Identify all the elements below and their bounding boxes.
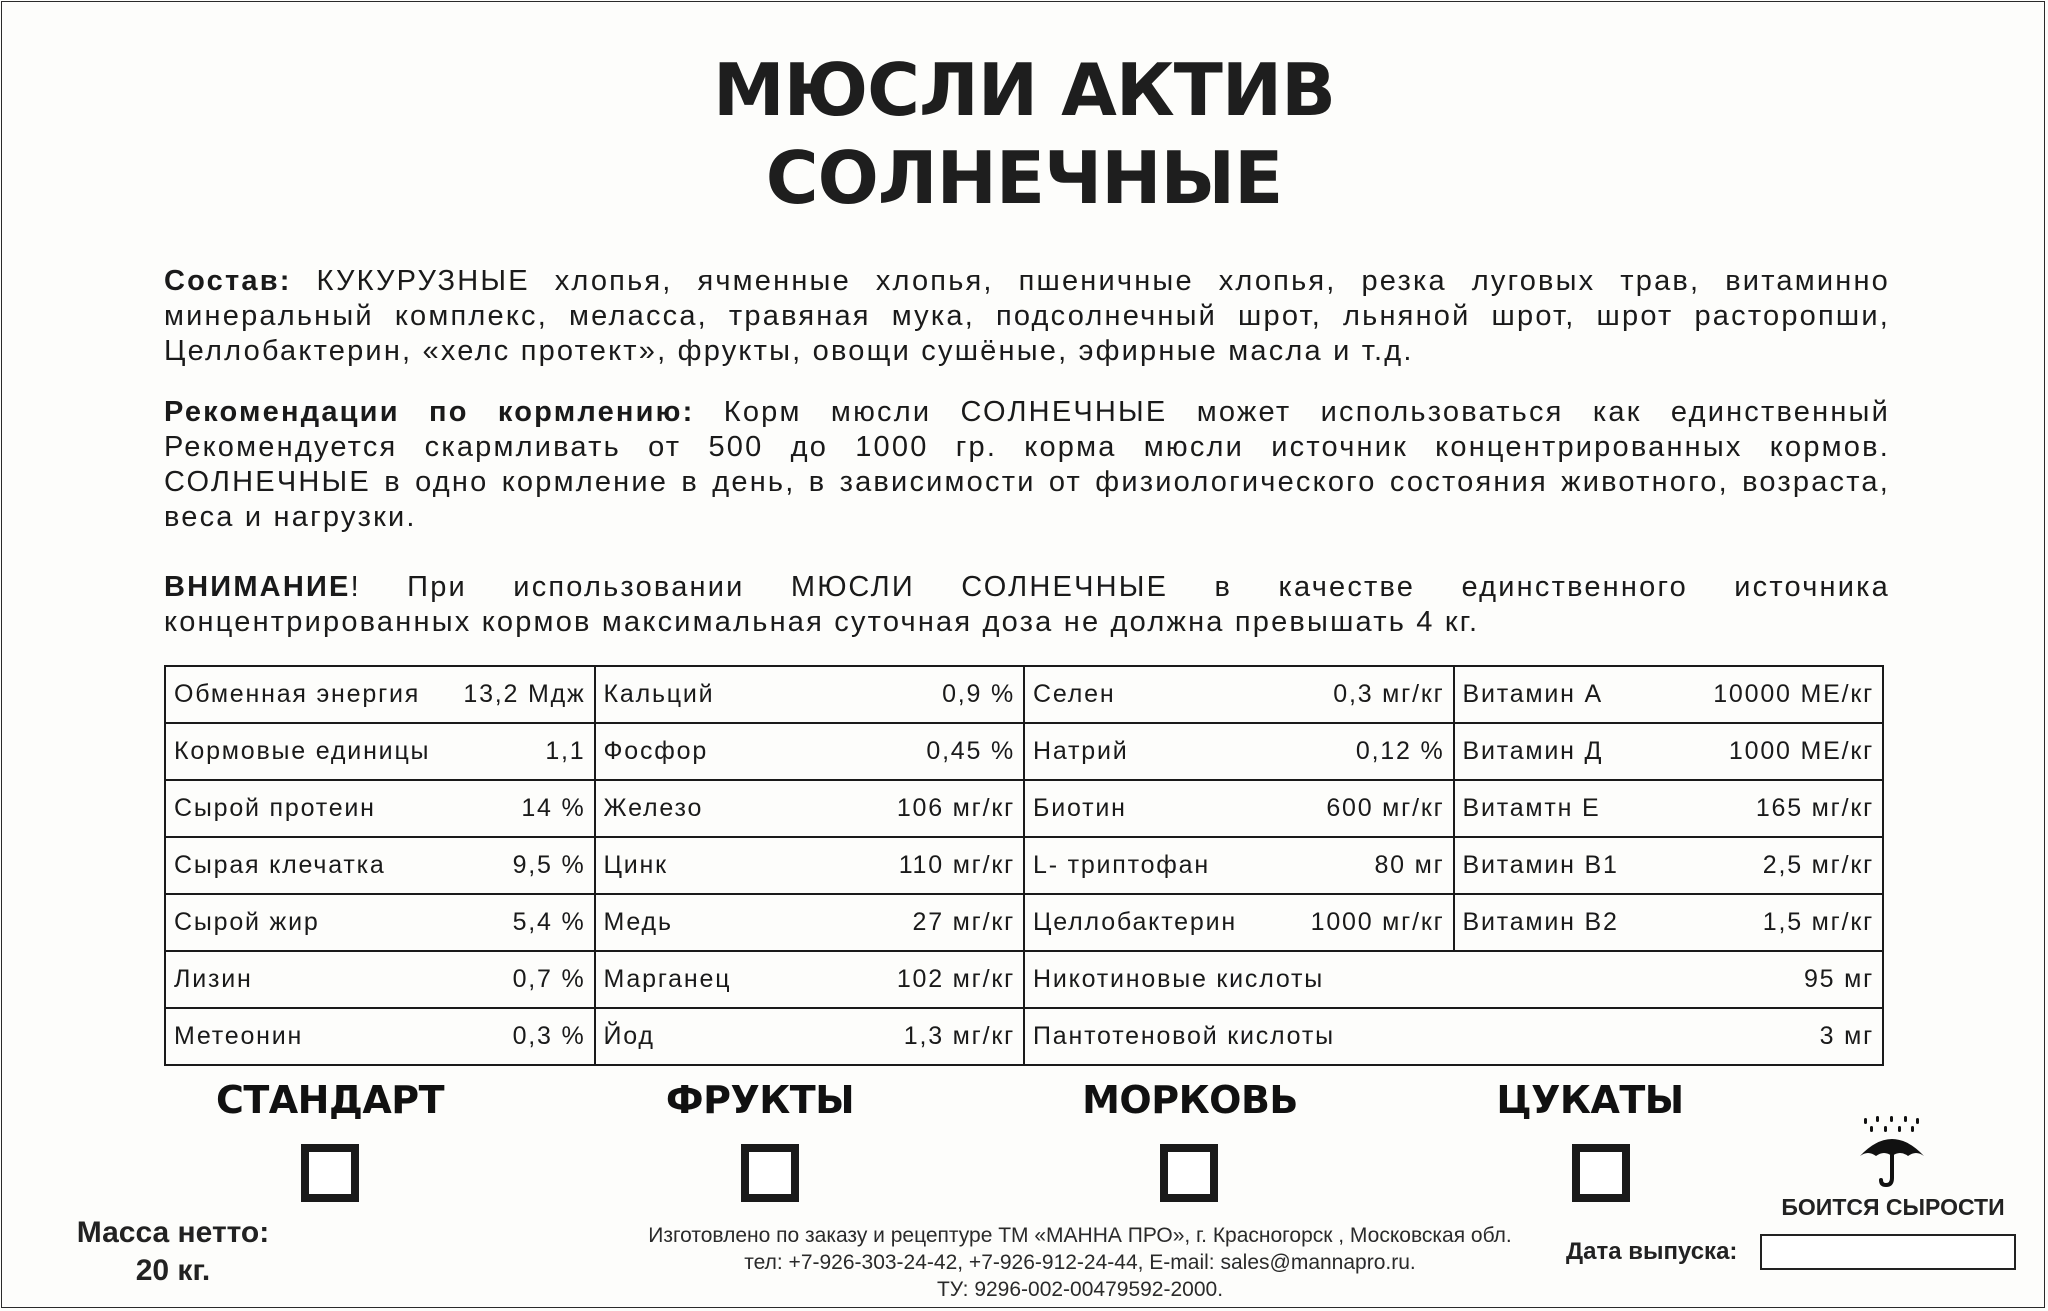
nutrient-name: Сырой жир: [174, 908, 320, 936]
option-label-candied: ЦУКАТЫ: [1496, 1078, 1684, 1122]
nutrient-value: 0,7 %: [512, 965, 586, 993]
manufacturer-line-1: Изготовлено по заказу и рецептуре ТМ «МАННА ПРО», г. Красногорск , Московская обл.: [648, 1224, 1512, 1247]
option-checkbox-fruits[interactable]: [741, 1144, 799, 1202]
table-cell: [1454, 666, 1884, 723]
option-label-carrot: МОРКОВЬ: [1082, 1078, 1298, 1122]
moisture-warning-label: БОИТСЯ СЫРОСТИ: [1781, 1194, 2005, 1220]
feeding-paragraph: [164, 395, 1890, 535]
table-cell: [595, 837, 1025, 894]
nutrient-name: Медь: [603, 908, 673, 936]
table-row: [165, 951, 1883, 1008]
net-weight-value: 20 кг.: [135, 1254, 211, 1287]
table-cell: [1024, 837, 1454, 894]
manufacturer-line-2: тел: +7-926-303-24-42, +7-926-912-24-44, E-mail: sales@mannapro.ru.: [744, 1251, 1416, 1274]
nutrient-name: Сырая клечатка: [174, 851, 386, 879]
table-row: [165, 837, 1883, 894]
table-cell: [1454, 723, 1884, 780]
nutrient-name: Цинк: [603, 851, 668, 879]
table-cell: [595, 723, 1025, 780]
nutrient-name: Селен: [1033, 680, 1116, 708]
release-date-label: Дата выпуска:: [1566, 1238, 1738, 1265]
nutrient-name: L- триптофан: [1033, 851, 1210, 879]
nutrient-name: Натрий: [1033, 737, 1129, 765]
nutrient-value: 80 мг: [1374, 851, 1445, 879]
table-row: [165, 723, 1883, 780]
nutrient-name: Никотиновые кислоты: [1033, 965, 1325, 993]
nutrient-value: 5,4 %: [512, 908, 586, 936]
composition-paragraph: [164, 264, 1890, 369]
table-cell: [165, 666, 595, 723]
nutrient-name: Витамин Д: [1462, 737, 1604, 765]
nutrient-value: 10000 МЕ/кг: [1713, 680, 1874, 708]
nutrient-value: 0,3 %: [512, 1022, 586, 1050]
nutrient-name: Фосфор: [603, 737, 709, 765]
table-cell: [1454, 894, 1884, 951]
table-cell-wide: [1024, 1008, 1883, 1065]
nutrient-name: Пантотеновой кислоты: [1033, 1022, 1335, 1050]
nutrient-name: Обменная энергия: [174, 680, 421, 708]
table-cell: [595, 780, 1025, 837]
net-weight-label: Масса нетто:: [76, 1216, 270, 1249]
nutrient-value: 165 мг/кг: [1755, 794, 1874, 822]
release-date-field[interactable]: [1760, 1234, 2016, 1270]
nutrient-name: Витамин В2: [1462, 908, 1619, 936]
nutrient-value: 1000 мг/кг: [1310, 908, 1445, 936]
table-cell: [595, 951, 1025, 1008]
nutrient-value: 110 мг/кг: [898, 851, 1015, 879]
table-cell: [595, 666, 1025, 723]
table-cell: [165, 723, 595, 780]
table-cell: [1024, 780, 1454, 837]
feeding-text: Корм мюсли СОЛНЕЧНЫЕ может использоваться как единственный Рекомендуется скармливать от 500 до 1000 гр. корма мюсли источник концентрированных кормов. СОЛНЕЧНЫЕ в одно кормление в день, в зависимости от физиологического состояния животного, возраста, веса и нагрузки.: [164, 396, 1890, 533]
table-row: [165, 894, 1883, 951]
nutrient-value: 600 мг/кг: [1326, 794, 1445, 822]
table-cell: [595, 894, 1025, 951]
nutrient-value: 2,5 мг/кг: [1762, 851, 1874, 879]
nutrient-value: 1,3 мг/кг: [903, 1022, 1015, 1050]
nutrient-name: Сырой протеин: [174, 794, 376, 822]
nutrient-value: 0,12 %: [1355, 737, 1445, 765]
nutrient-value: 3 мг: [1819, 1022, 1874, 1050]
warning-paragraph: [164, 570, 1890, 640]
table-cell: [165, 951, 595, 1008]
table-cell: [595, 1008, 1025, 1065]
warning-text: ! При использовании МЮСЛИ СОЛНЕЧНЫЕ в качестве единственного источника концентрированных кормов максимальная суточная доза не должна превышать 4 кг.: [164, 571, 1890, 638]
table-cell: [165, 780, 595, 837]
nutrient-name: Витамин В1: [1462, 851, 1619, 879]
manufacturer-line-3: ТУ: 9296-002-00479592-2000.: [936, 1278, 1224, 1301]
nutrition-table: [164, 665, 1884, 1066]
nutrient-value: 95 мг: [1803, 965, 1874, 993]
nutrient-name: Лизин: [174, 965, 253, 993]
net-weight: [48, 1214, 298, 1290]
nutrient-value: 106 мг/кг: [896, 794, 1015, 822]
nutrient-name: Железо: [603, 794, 704, 822]
nutrient-value: 102 мг/кг: [896, 965, 1015, 993]
composition-label: Состав:: [164, 265, 292, 297]
nutrient-value: 1,5 мг/кг: [1762, 908, 1874, 936]
table-row: [165, 666, 1883, 723]
nutrient-value: 13,2 Мдж: [463, 680, 586, 708]
table-cell: [165, 894, 595, 951]
nutrient-name: Биотин: [1033, 794, 1127, 822]
table-cell: [1024, 894, 1454, 951]
nutrient-value: 9,5 %: [512, 851, 586, 879]
nutrient-name: Кормовые единицы: [174, 737, 431, 765]
table-cell: [165, 1008, 595, 1065]
nutrient-value: 14 %: [521, 794, 586, 822]
option-checkbox-carrot[interactable]: [1160, 1144, 1218, 1202]
nutrient-name: Марганец: [603, 965, 732, 993]
title-line-2: СОЛНЕЧНЫЕ: [765, 136, 1283, 220]
table-cell: [1024, 723, 1454, 780]
composition-text: КУКУРУЗНЫЕ хлопья, ячменные хлопья, пшеничные хлопья, резка луговых трав, витаминно минеральный комплекс, меласса, травяная мука, подсолнечный шрот, льняной шрот, шрот расторопши, Целлобактерин, «хелс протект», фрукты, овощи сушёные, эфирные масла и т.д.: [164, 265, 1890, 367]
nutrient-name: Йод: [603, 1022, 655, 1050]
table-cell: [165, 837, 595, 894]
feeding-label: Рекомендации по кормлению:: [164, 396, 695, 428]
option-label-standard: СТАНДАРТ: [215, 1078, 445, 1122]
nutrient-name: Метеонин: [174, 1022, 304, 1050]
umbrella-rain-icon: [1858, 1116, 1926, 1188]
option-checkbox-candied[interactable]: [1572, 1144, 1630, 1202]
table-cell: [1454, 780, 1884, 837]
nutrient-value: 0,45 %: [926, 737, 1015, 765]
nutrient-name: Витамтн Е: [1462, 794, 1601, 822]
table-row: [165, 1008, 1883, 1065]
table-cell-wide: [1024, 951, 1883, 1008]
nutrient-value: 1000 МЕ/кг: [1728, 737, 1874, 765]
table-cell: [1454, 837, 1884, 894]
product-title: [0, 46, 2048, 222]
nutrient-name: Витамин А: [1462, 680, 1603, 708]
nutrient-value: 0,3 мг/кг: [1333, 680, 1445, 708]
nutrient-value: 1,1: [545, 737, 586, 765]
manufacturer-info: [480, 1222, 1680, 1303]
nutrient-name: Кальций: [603, 680, 715, 708]
nutrient-value: 27 мг/кг: [912, 908, 1015, 936]
table-row: [165, 780, 1883, 837]
table-cell: [1024, 666, 1454, 723]
warning-label: ВНИМАНИЕ: [164, 571, 351, 603]
nutrient-name: Целлобактерин: [1033, 908, 1237, 936]
option-checkbox-standard[interactable]: [301, 1144, 359, 1202]
title-line-1: МЮСЛИ АКТИВ: [713, 48, 1335, 132]
nutrient-value: 0,9 %: [942, 680, 1015, 708]
option-label-fruits: ФРУКТЫ: [665, 1078, 855, 1122]
